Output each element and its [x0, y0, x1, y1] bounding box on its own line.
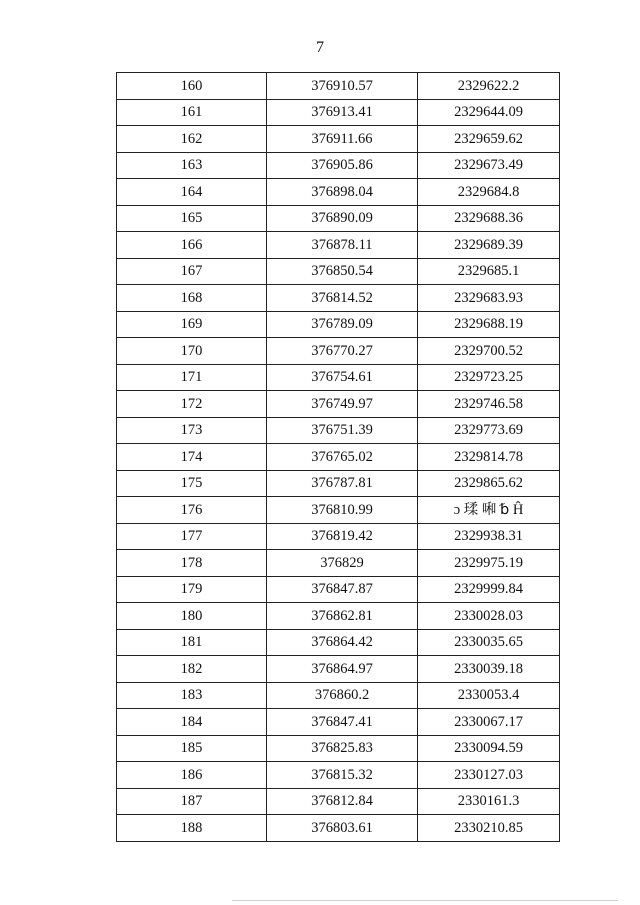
- x-coordinate-cell: 376749.97: [267, 391, 418, 418]
- point-id-cell: 170: [117, 338, 267, 365]
- y-coordinate-cell: 2330053.4: [418, 682, 560, 709]
- x-coordinate-cell: 376770.27: [267, 338, 418, 365]
- point-id-cell: 181: [117, 629, 267, 656]
- y-coordinate-cell: 2329688.36: [418, 205, 560, 232]
- y-coordinate-cell: 2330210.85: [418, 815, 560, 842]
- x-coordinate-cell: 376905.86: [267, 152, 418, 179]
- point-id-cell: 164: [117, 179, 267, 206]
- table-row: [117, 258, 560, 285]
- x-coordinate-cell: 376751.39: [267, 417, 418, 444]
- x-coordinate-cell: 376860.2: [267, 682, 418, 709]
- point-id-cell: 162: [117, 126, 267, 153]
- table-row: [117, 629, 560, 656]
- x-coordinate-cell: 376814.52: [267, 285, 418, 312]
- table-row: [117, 152, 560, 179]
- x-coordinate-cell: 376829: [267, 550, 418, 577]
- y-coordinate-cell: 2329684.8: [418, 179, 560, 206]
- y-coordinate-cell: 2329814.78: [418, 444, 560, 471]
- page-number: 7: [316, 39, 324, 56]
- x-coordinate-cell: 376864.42: [267, 629, 418, 656]
- x-coordinate-cell: 376911.66: [267, 126, 418, 153]
- point-id-cell: 161: [117, 99, 267, 126]
- table-row: [117, 311, 560, 338]
- point-id-cell: 183: [117, 682, 267, 709]
- x-coordinate-cell: 376754.61: [267, 364, 418, 391]
- table-row: [117, 523, 560, 550]
- y-coordinate-cell: ɔ 瑈 啝 ␢ Ĥ: [418, 497, 560, 524]
- x-coordinate-cell: 376864.97: [267, 656, 418, 683]
- y-coordinate-cell: 2329659.62: [418, 126, 560, 153]
- table-row: [117, 205, 560, 232]
- x-coordinate-cell: 376810.99: [267, 497, 418, 524]
- x-coordinate-cell: 376878.11: [267, 232, 418, 259]
- y-coordinate-cell: 2330035.65: [418, 629, 560, 656]
- y-coordinate-cell: 2329938.31: [418, 523, 560, 550]
- table-row: [117, 682, 560, 709]
- x-coordinate-cell: 376898.04: [267, 179, 418, 206]
- table-row: [117, 815, 560, 842]
- point-id-cell: 188: [117, 815, 267, 842]
- x-coordinate-cell: 376812.84: [267, 788, 418, 815]
- table-row: [117, 497, 560, 524]
- table-row: [117, 126, 560, 153]
- table-row: [117, 285, 560, 312]
- table-row: [117, 550, 560, 577]
- y-coordinate-cell: 2329688.19: [418, 311, 560, 338]
- x-coordinate-cell: 376825.83: [267, 735, 418, 762]
- point-id-cell: 185: [117, 735, 267, 762]
- point-id-cell: 171: [117, 364, 267, 391]
- point-id-cell: 163: [117, 152, 267, 179]
- point-id-cell: 180: [117, 603, 267, 630]
- table-row: [117, 179, 560, 206]
- y-coordinate-cell: 2330067.17: [418, 709, 560, 736]
- y-coordinate-cell: 2330127.03: [418, 762, 560, 789]
- table-row: [117, 788, 560, 815]
- point-id-cell: 179: [117, 576, 267, 603]
- table-row: [117, 364, 560, 391]
- x-coordinate-cell: 376803.61: [267, 815, 418, 842]
- x-coordinate-cell: 376847.87: [267, 576, 418, 603]
- y-coordinate-cell: 2329644.09: [418, 99, 560, 126]
- table-row: [117, 735, 560, 762]
- y-coordinate-cell: 2329865.62: [418, 470, 560, 497]
- x-coordinate-cell: 376862.81: [267, 603, 418, 630]
- x-coordinate-cell: 376913.41: [267, 99, 418, 126]
- point-id-cell: 175: [117, 470, 267, 497]
- table-row: [117, 709, 560, 736]
- y-coordinate-cell: 2329683.93: [418, 285, 560, 312]
- point-id-cell: 168: [117, 285, 267, 312]
- point-id-cell: 182: [117, 656, 267, 683]
- point-id-cell: 187: [117, 788, 267, 815]
- y-coordinate-cell: 2329975.19: [418, 550, 560, 577]
- y-coordinate-cell: 2329689.39: [418, 232, 560, 259]
- page-bottom-rule: [232, 900, 618, 901]
- point-id-cell: 172: [117, 391, 267, 418]
- y-coordinate-cell: 2330161.3: [418, 788, 560, 815]
- point-id-cell: 169: [117, 311, 267, 338]
- y-coordinate-cell: 2330039.18: [418, 656, 560, 683]
- table-row: [117, 656, 560, 683]
- coordinates-table-body: [117, 73, 560, 842]
- point-id-cell: 166: [117, 232, 267, 259]
- point-id-cell: 174: [117, 444, 267, 471]
- table-row: [117, 444, 560, 471]
- x-coordinate-cell: 376910.57: [267, 73, 418, 100]
- table-row: [117, 338, 560, 365]
- point-id-cell: 186: [117, 762, 267, 789]
- x-coordinate-cell: 376819.42: [267, 523, 418, 550]
- x-coordinate-cell: 376850.54: [267, 258, 418, 285]
- point-id-cell: 167: [117, 258, 267, 285]
- x-coordinate-cell: 376787.81: [267, 470, 418, 497]
- table-row: [117, 99, 560, 126]
- x-coordinate-cell: 376789.09: [267, 311, 418, 338]
- table-row: [117, 232, 560, 259]
- y-coordinate-cell: 2330028.03: [418, 603, 560, 630]
- x-coordinate-cell: 376890.09: [267, 205, 418, 232]
- table-row: [117, 470, 560, 497]
- y-coordinate-cell: 2329700.52: [418, 338, 560, 365]
- y-coordinate-cell: 2329673.49: [418, 152, 560, 179]
- point-id-cell: 160: [117, 73, 267, 100]
- point-id-cell: 173: [117, 417, 267, 444]
- table-row: [117, 391, 560, 418]
- y-coordinate-cell: 2330094.59: [418, 735, 560, 762]
- table-row: [117, 417, 560, 444]
- x-coordinate-cell: 376847.41: [267, 709, 418, 736]
- y-coordinate-cell: 2329746.58: [418, 391, 560, 418]
- point-id-cell: 184: [117, 709, 267, 736]
- x-coordinate-cell: 376815.32: [267, 762, 418, 789]
- y-coordinate-cell: 2329685.1: [418, 258, 560, 285]
- point-id-cell: 177: [117, 523, 267, 550]
- coordinates-table: [116, 72, 560, 842]
- x-coordinate-cell: 376765.02: [267, 444, 418, 471]
- y-coordinate-cell: 2329723.25: [418, 364, 560, 391]
- point-id-cell: 178: [117, 550, 267, 577]
- table-row: [117, 73, 560, 100]
- y-coordinate-cell: 2329622.2: [418, 73, 560, 100]
- y-coordinate-cell: 2329999.84: [418, 576, 560, 603]
- point-id-cell: 176: [117, 497, 267, 524]
- table-row: [117, 576, 560, 603]
- table-row: [117, 603, 560, 630]
- point-id-cell: 165: [117, 205, 267, 232]
- table-row: [117, 762, 560, 789]
- y-coordinate-cell: 2329773.69: [418, 417, 560, 444]
